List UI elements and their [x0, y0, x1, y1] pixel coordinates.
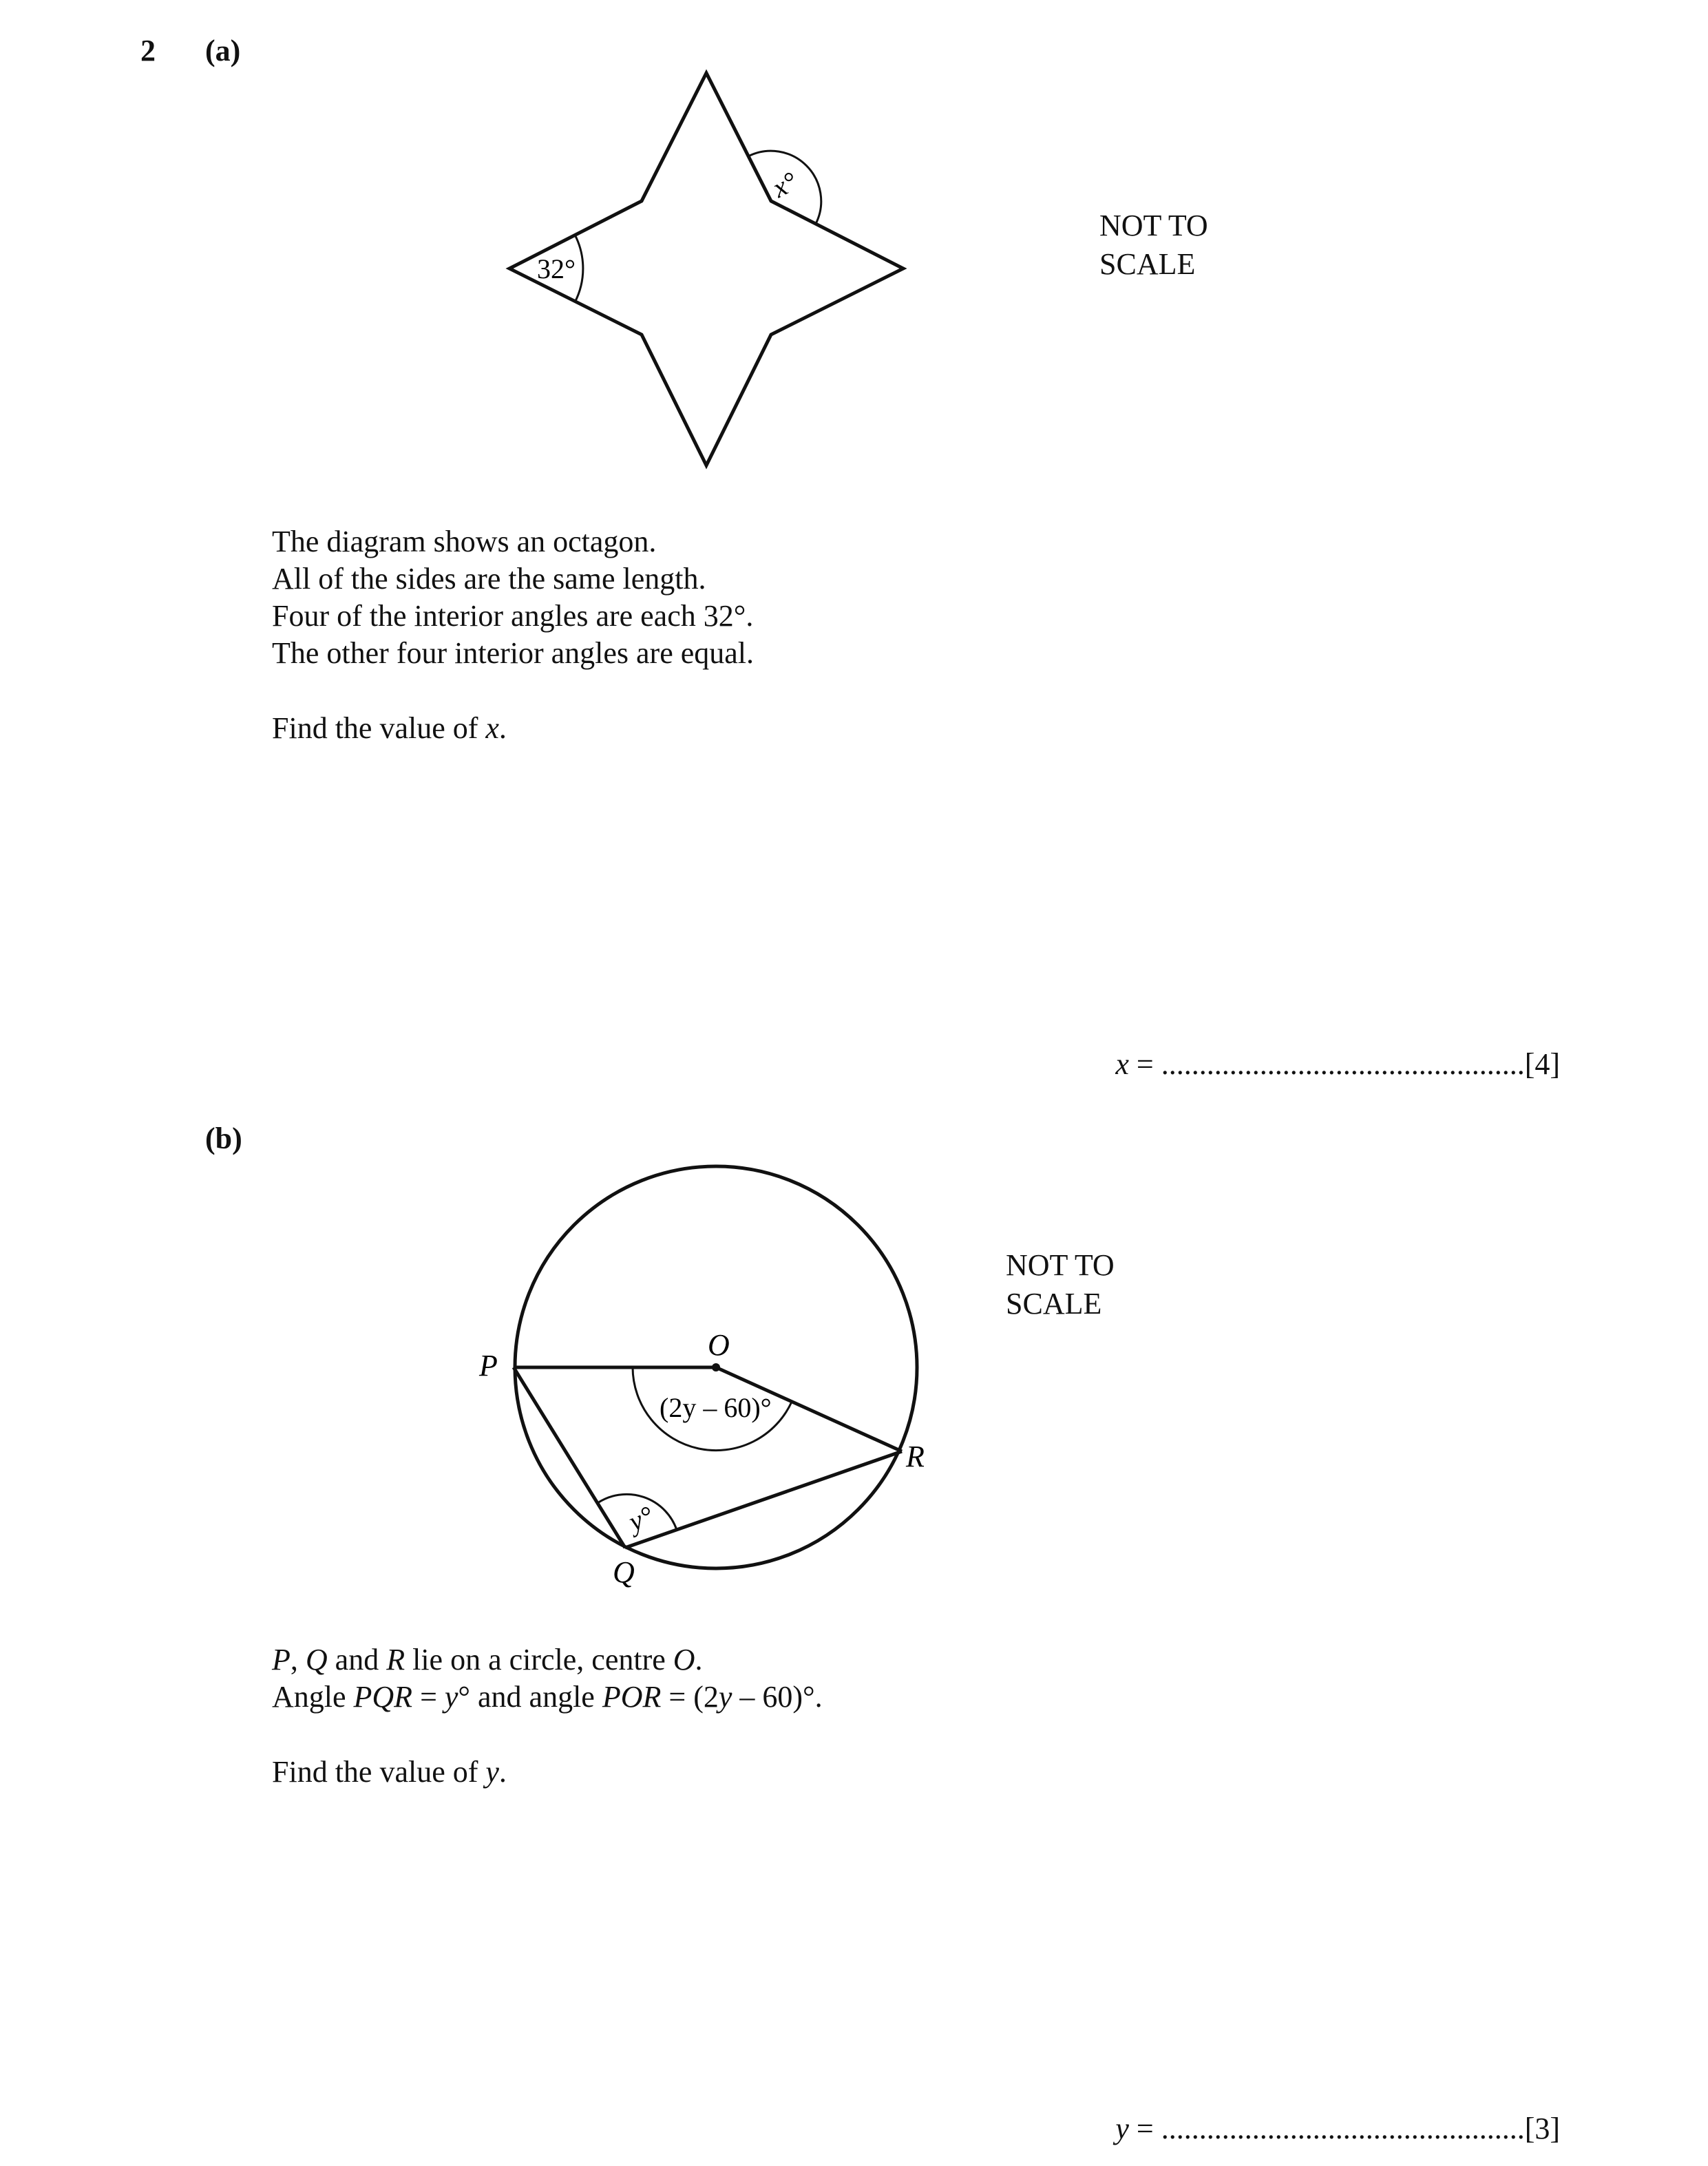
description-line: The other four interior angles are equal. [272, 636, 755, 670]
answer-var: y [1115, 2112, 1129, 2145]
chord-qr [625, 1451, 902, 1548]
point-label-p: P [479, 1349, 498, 1382]
instruction-text: Find the value of [272, 1755, 486, 1789]
angle-label-y: y° [624, 1500, 658, 1537]
angle-arc-32 [575, 235, 583, 302]
point-label-o: O [708, 1328, 730, 1362]
not-to-scale-line: SCALE [1099, 247, 1196, 281]
instruction-var: x [485, 711, 499, 745]
marks-label: [3] [1524, 2112, 1560, 2145]
description-line-1 [272, 1641, 823, 1679]
text-and: and [327, 1643, 387, 1676]
angle-label-por: (2y – 60)° [660, 1392, 772, 1423]
text-rest: lie on a circle, centre [405, 1643, 673, 1676]
answer-eq: = [1128, 2112, 1161, 2145]
var-pqr: PQR [353, 1680, 413, 1714]
description-line: The diagram shows an octagon. [272, 525, 657, 558]
not-to-scale-line: NOT TO [1006, 1248, 1115, 1282]
point-label-r: R [906, 1440, 925, 1473]
var-p: P [272, 1643, 291, 1676]
instruction-var: y [485, 1755, 499, 1789]
not-to-scale-line: NOT TO [1099, 209, 1208, 242]
part-b-label: (b) [205, 1122, 242, 1155]
var-por: POR [602, 1680, 662, 1714]
answer-var: x [1115, 1047, 1129, 1081]
answer-dots[interactable]: ................................................ [1161, 2112, 1525, 2145]
description-line: Four of the interior angles are each 32°. [272, 599, 754, 633]
part-b-description [272, 1641, 823, 1716]
var-y: y [718, 1680, 732, 1714]
text-angle: Angle [272, 1680, 354, 1714]
part-a-description [272, 523, 754, 672]
circle-diagram [478, 1166, 925, 1589]
not-to-scale-line: SCALE [1006, 1287, 1102, 1321]
not-to-scale-a [1099, 207, 1208, 284]
angle-label-x: x° [767, 165, 803, 204]
point-label-q: Q [613, 1555, 635, 1589]
angle-label-32: 32° [537, 253, 576, 284]
chord-pq [514, 1367, 625, 1548]
var-q: Q [305, 1643, 328, 1676]
part-b-instruction [272, 1754, 507, 1789]
answer-eq: = [1128, 1047, 1161, 1081]
text-end: . [695, 1643, 703, 1676]
text-eq-2: = (2 [661, 1680, 719, 1714]
answer-line-x[interactable] [1115, 1047, 1560, 1082]
var-o: O [673, 1643, 695, 1676]
text-and-angle: ° and angle [458, 1680, 602, 1714]
part-a-label: (a) [205, 34, 241, 67]
instruction-text: Find the value of [272, 711, 486, 745]
description-line: All of the sides are the same length. [272, 562, 706, 596]
text-eq: = [412, 1680, 445, 1714]
answer-dots[interactable]: ................................................ [1161, 1047, 1525, 1081]
var-r: R [386, 1643, 405, 1676]
marks-label: [4] [1524, 1047, 1560, 1081]
centre-point [712, 1363, 720, 1371]
text-sep: , [290, 1643, 306, 1676]
question-number: 2 [140, 34, 156, 67]
instruction-end: . [498, 1755, 507, 1789]
instruction-end: . [498, 711, 507, 745]
part-a-instruction [272, 711, 507, 746]
answer-line-y[interactable] [1115, 2111, 1560, 2146]
text-end: – 60)°. [732, 1680, 823, 1714]
var-y: y [444, 1680, 458, 1714]
description-line-2 [272, 1679, 823, 1716]
not-to-scale-b [1006, 1246, 1115, 1323]
